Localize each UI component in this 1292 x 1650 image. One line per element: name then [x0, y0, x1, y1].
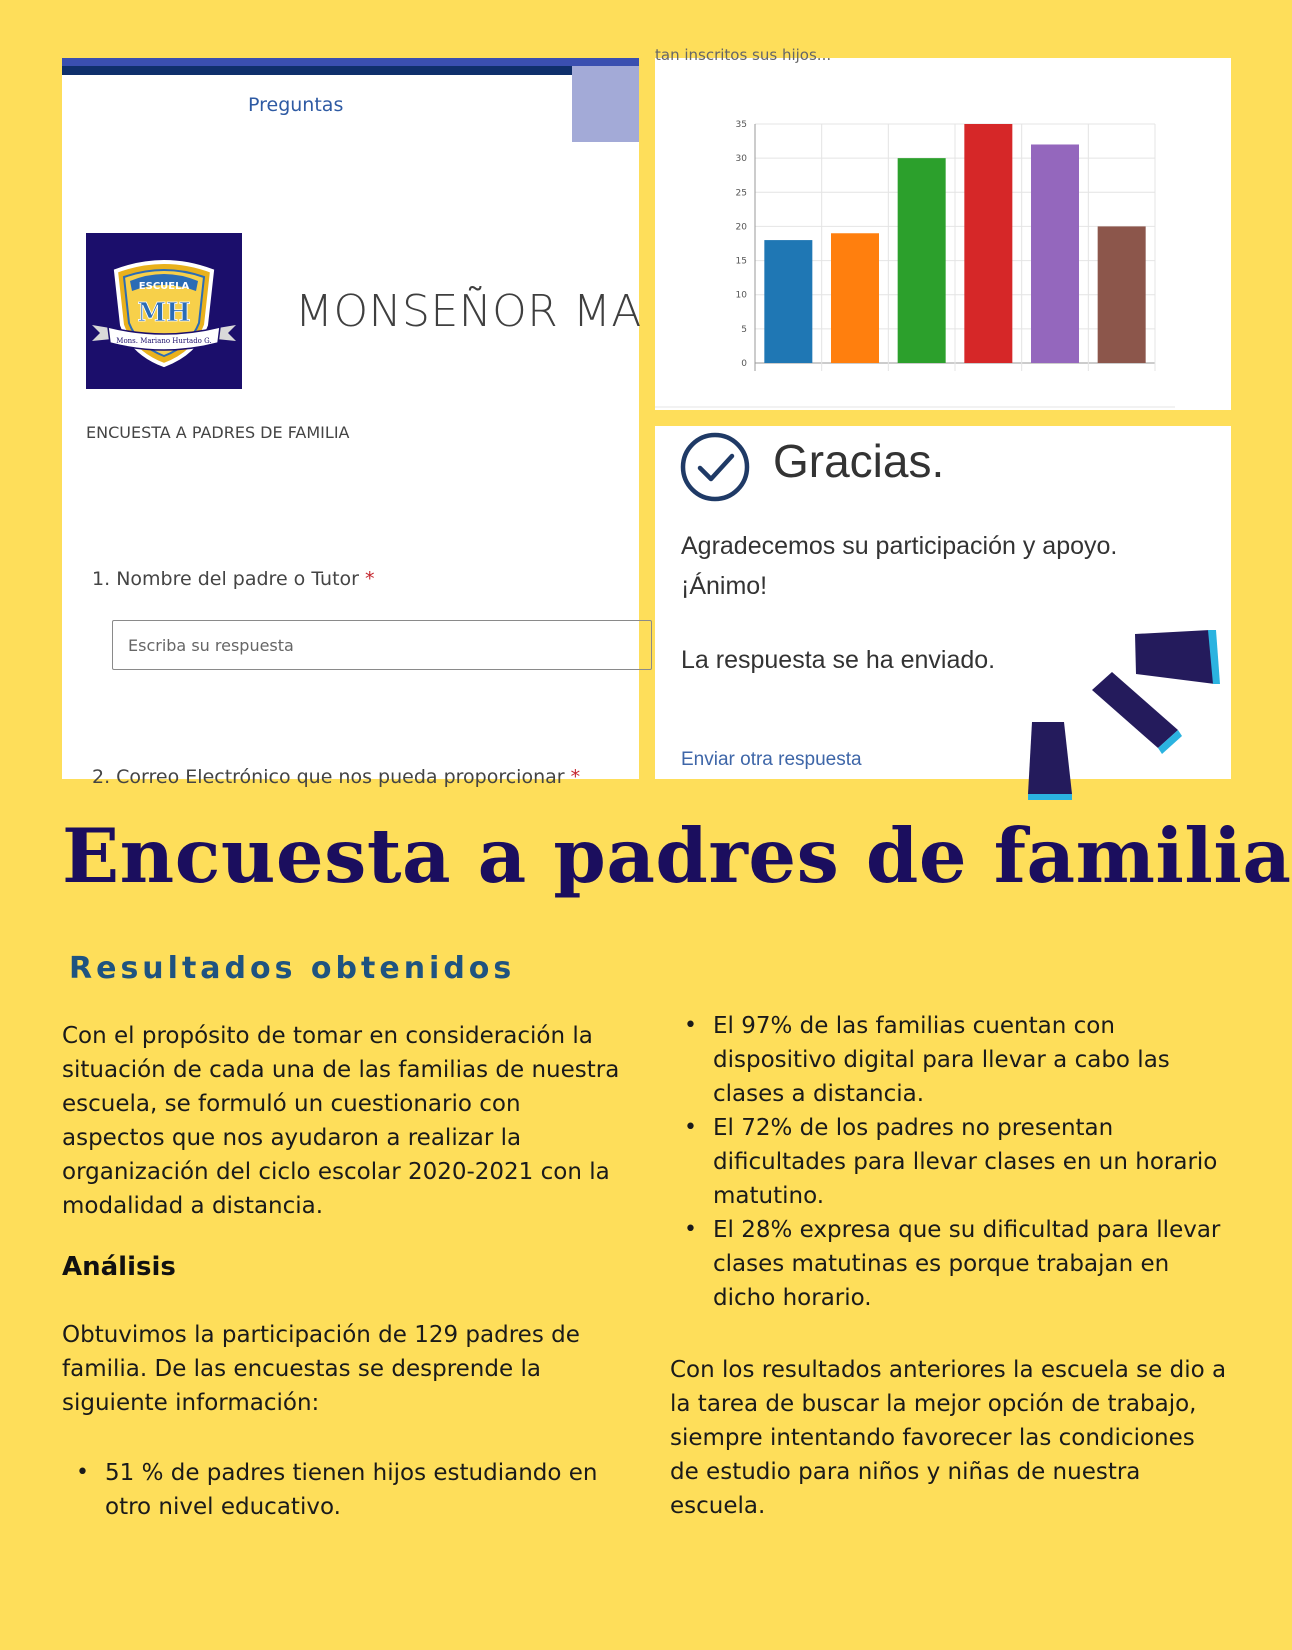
- form-header-accent: [62, 66, 572, 75]
- y-tick-label: 35: [735, 120, 747, 130]
- bar-chart: [655, 58, 1231, 410]
- question-1-label: [92, 568, 375, 590]
- logo-monogram: MH: [137, 298, 191, 328]
- analysis-heading: Análisis: [62, 1252, 176, 1282]
- sent-confirmation: La respuesta se ha enviado.: [681, 646, 996, 674]
- y-tick-label: 30: [735, 154, 747, 165]
- send-another-link[interactable]: Enviar otra respuesta: [681, 749, 862, 770]
- right-bullet-list: [670, 1009, 1230, 1315]
- tab-preguntas[interactable]: Preguntas: [248, 94, 344, 116]
- required-mark-2: *: [570, 766, 581, 788]
- required-mark: *: [365, 568, 375, 590]
- question-text: Nombre del padre o Tutor: [116, 568, 359, 590]
- y-tick-label: 25: [735, 188, 747, 199]
- list-item: • 51 % de padres tienen hijos estudiando en otro nivel educativo.: [62, 1456, 622, 1524]
- question-number: 1.: [92, 568, 111, 590]
- y-tick-label: 20: [735, 222, 747, 233]
- school-logo: [86, 233, 242, 389]
- chart-screenshot: [655, 46, 1231, 410]
- check-circle-icon: [679, 431, 751, 503]
- bar: [831, 233, 879, 363]
- list-item: • El 97% de las familias cuentan con dispositivo digital para llevar a cabo las clases a distancia.: [670, 1009, 1230, 1111]
- list-item: • El 28% expresa que su dificultad para llevar clases matutinas es porque trabajan en dicho horario.: [670, 1213, 1230, 1315]
- school-crest-icon: [86, 233, 242, 389]
- logo-ribbon-text: Mons. Mariano Hurtado G.: [116, 337, 212, 345]
- thanks-message: Agradecemos su participación y apoyo. ¡Ánimo!: [681, 532, 1118, 600]
- left-bullet-list: [62, 1456, 622, 1524]
- question-2-label: [92, 766, 580, 788]
- y-tick-label: 15: [735, 256, 747, 267]
- bar: [764, 240, 812, 363]
- form-header-bar: [62, 58, 639, 66]
- intro-paragraph: Con el propósito de tomar en consideración la situación de cada una de las familias de nuestra escuela, se formuló un cuestionario con aspectos que nos ayudaron a realizar la organización del ciclo escolar 2020-2021 con la modalidad a distancia.: [62, 1023, 620, 1219]
- y-tick-label: 0: [741, 359, 747, 369]
- question-2-text: 2. Correo Electrónico que nos pueda proporcionar: [92, 766, 565, 788]
- answer-placeholder: Escriba su respuesta: [128, 636, 294, 655]
- conclusion-paragraph: Con los resultados anteriores la escuela se dio a la tarea de buscar la mejor opción de trabajo, siempre intentando favorecer las condiciones de estudio para niños y niñas de nuestra escuela.: [670, 1357, 1227, 1519]
- bar: [1031, 144, 1079, 363]
- bar: [964, 124, 1012, 363]
- participation-paragraph: Obtuvimos la participación de 129 padres de familia. De las encuestas se desprende la siguiente información:: [62, 1322, 580, 1416]
- logo-top-text: ESCUELA: [138, 281, 190, 292]
- form-title: ENCUESTA A PADRES DE FAMILIA: [86, 423, 350, 442]
- thanks-title: Gracias.: [773, 435, 945, 487]
- chart-caption: tan inscritos sus hijos...: [655, 46, 832, 64]
- bar: [898, 158, 946, 363]
- page-title: Encuesta a padres de familia: [62, 812, 1292, 900]
- list-item: • El 72% de los padres no presentan dificultades para llevar clases en un horario matutino.: [670, 1111, 1230, 1213]
- y-tick-label: 5: [741, 324, 747, 335]
- school-name: MONSEÑOR MA: [295, 286, 642, 337]
- y-tick-label: 10: [735, 290, 747, 301]
- section-subtitle: Resultados obtenidos: [69, 951, 516, 986]
- decorative-burst-icon: [1010, 620, 1240, 810]
- form-screenshot: [62, 58, 642, 788]
- form-tab-respuestas[interactable]: [572, 66, 639, 142]
- bar: [1098, 226, 1146, 363]
